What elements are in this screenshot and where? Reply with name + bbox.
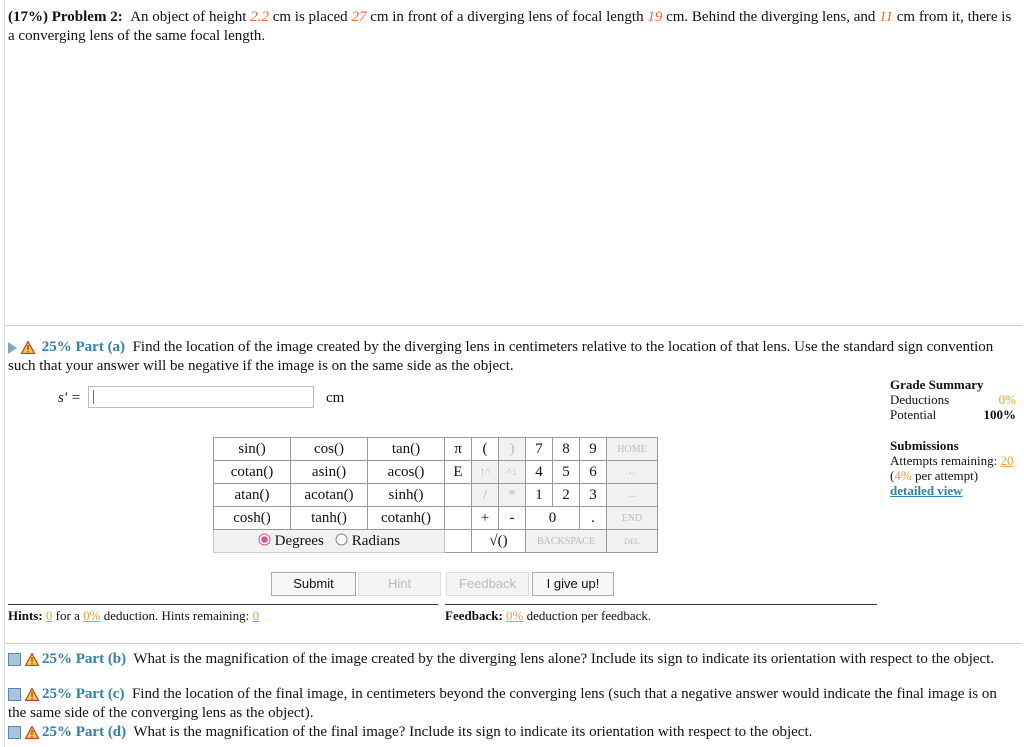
- answer-unit: cm: [326, 390, 345, 406]
- radio-checked-icon: [258, 533, 271, 546]
- key-decimal[interactable]: .: [580, 507, 607, 530]
- key-divide[interactable]: /: [472, 484, 499, 507]
- degrees-label: Degrees: [274, 532, 324, 549]
- problem-text-1: An object of height: [130, 9, 251, 25]
- hints-label: Hints:: [8, 608, 43, 623]
- part-b-text: What is the magnification of the image created by the diverging lens alone? Include its sign to indicate its orientation with respect to the object.: [133, 651, 995, 667]
- hints-divider: [8, 604, 438, 605]
- key-close-paren[interactable]: ): [499, 438, 526, 461]
- hints-pct: 0%: [83, 608, 101, 623]
- key-acos[interactable]: acos(): [368, 461, 445, 484]
- hint-button[interactable]: Hint: [358, 572, 441, 596]
- key-minus[interactable]: -: [499, 507, 526, 530]
- key-8[interactable]: 8: [553, 438, 580, 461]
- key-9[interactable]: 9: [580, 438, 607, 461]
- answer-variable: s' =: [58, 390, 81, 406]
- hints-bar: [8, 608, 259, 624]
- remaining-parts: [8, 650, 1018, 742]
- object-height: 2.2: [250, 9, 269, 25]
- grade-summary: Grade Summary Deductions 0% Potential 100% Submissions Attempts remaining: 20 (4% per attempt) detailed view: [890, 377, 1016, 498]
- problem-statement: [8, 8, 1016, 46]
- key-4[interactable]: 4: [526, 461, 553, 484]
- hints-deduction: deduction. Hints remaining:: [103, 608, 250, 623]
- key-cos[interactable]: cos(): [291, 438, 368, 461]
- warning-icon: [25, 726, 39, 739]
- potential-label: Potential: [890, 407, 937, 422]
- warning-icon: [25, 688, 39, 701]
- key-blank: [445, 530, 472, 553]
- potential-value: 100%: [983, 407, 1016, 422]
- deductions-value: 0%: [998, 392, 1016, 407]
- left-border: [4, 0, 5, 747]
- warning-icon: [21, 341, 35, 354]
- key-cotanh[interactable]: cotanh(): [368, 507, 445, 530]
- warning-icon: [25, 653, 39, 666]
- key-cotan[interactable]: cotan(): [214, 461, 291, 484]
- key-end[interactable]: END: [607, 507, 658, 530]
- key-sqrt[interactable]: √(): [472, 530, 526, 553]
- key-tan[interactable]: tan(): [368, 438, 445, 461]
- divider: [5, 643, 1022, 644]
- key-pi[interactable]: π: [445, 438, 472, 461]
- object-distance: 27: [351, 9, 367, 25]
- key-5[interactable]: 5: [553, 461, 580, 484]
- angle-mode: [214, 530, 445, 553]
- radio-unchecked-icon: [335, 533, 348, 546]
- part-c-text: Find the location of the final image, in centimeters beyond the converging lens (such that a negative answer would indicate the final image is on the same side of the converging lens as the object).: [8, 686, 997, 721]
- feedback-bar: [445, 608, 651, 624]
- key-acotan[interactable]: acotan(): [291, 484, 368, 507]
- part-a-header: [8, 338, 1008, 376]
- key-0[interactable]: 0: [526, 507, 580, 530]
- key-asin[interactable]: asin(): [291, 461, 368, 484]
- detailed-view-link[interactable]: detailed view: [890, 483, 963, 498]
- hints-count: 0: [45, 608, 53, 623]
- part-b-label: 25% Part (b): [42, 651, 127, 667]
- key-1[interactable]: 1: [526, 484, 553, 507]
- grade-summary-title: Grade Summary: [890, 377, 984, 392]
- key-right-arrow[interactable]: →: [607, 484, 658, 507]
- expand-play-icon[interactable]: [8, 342, 17, 354]
- collapsed-box-icon: [8, 726, 21, 739]
- key-plus[interactable]: +: [472, 507, 499, 530]
- collapsed-box-icon: [8, 653, 21, 666]
- problem-text-4: cm. Behind the diverging lens, and: [662, 9, 880, 25]
- degrees-radio[interactable]: [258, 533, 324, 549]
- key-multiply[interactable]: *: [499, 484, 526, 507]
- key-7[interactable]: 7: [526, 438, 553, 461]
- feedback-button[interactable]: Feedback: [446, 572, 529, 596]
- key-home[interactable]: HOME: [607, 438, 658, 461]
- hints-remaining: 0: [252, 608, 259, 623]
- divider: [5, 325, 1022, 326]
- problem-text-2: cm is placed: [268, 9, 352, 25]
- key-3[interactable]: 3: [580, 484, 607, 507]
- problem-text-3: cm in front of a diverging lens of focal length: [366, 9, 648, 25]
- key-cosh[interactable]: cosh(): [214, 507, 291, 530]
- key-2[interactable]: 2: [553, 484, 580, 507]
- key-open-paren[interactable]: (: [472, 438, 499, 461]
- attempts-value: 20: [1000, 453, 1014, 468]
- calculator-keypad: [213, 437, 658, 553]
- key-blank: [445, 507, 472, 530]
- key-sinh[interactable]: sinh(): [368, 484, 445, 507]
- deductions-label: Deductions: [890, 392, 950, 407]
- feedback-text: deduction per feedback.: [526, 608, 652, 623]
- problem-text-5: cm from it, there is a converging lens of the same focal length.: [8, 9, 1012, 44]
- part-d-label: 25% Part (d): [42, 724, 127, 740]
- submissions-title: Submissions: [890, 438, 959, 453]
- part-d-text: What is the magnification of the final image? Include its sign to indicate its orientation with respect to the object.: [133, 724, 813, 740]
- hints-for-a: for a: [55, 608, 80, 623]
- collapsed-box-icon: [8, 688, 21, 701]
- key-del[interactable]: DEL: [607, 530, 658, 553]
- focal-length: 19: [647, 9, 663, 25]
- key-sin[interactable]: sin(): [214, 438, 291, 461]
- answer-input[interactable]: [88, 386, 314, 408]
- problem-label: Problem 2:: [51, 9, 123, 25]
- give-up-button[interactable]: I give up!: [532, 572, 614, 596]
- part-d-header[interactable]: [8, 723, 1018, 742]
- key-atan[interactable]: atan(): [214, 484, 291, 507]
- key-left-arrow[interactable]: ←: [607, 461, 658, 484]
- part-b-header[interactable]: [8, 650, 1018, 669]
- key-exponent-up[interactable]: ↑^: [472, 461, 499, 484]
- feedback-label: Feedback:: [445, 608, 503, 623]
- feedback-pct: 0%: [506, 608, 524, 623]
- key-e[interactable]: E: [445, 461, 472, 484]
- part-c-header[interactable]: [8, 685, 1018, 723]
- per-attempt-pct: 4%: [894, 468, 912, 483]
- part-a-text: Find the location of the image created by the diverging lens in centimeters relative to the location of that lens. Use the standard sign convention such that your answer will be negative if the image is on the same side as the object.: [8, 339, 994, 374]
- feedback-divider: [445, 604, 877, 605]
- part-a-label: 25% Part (a): [41, 339, 126, 355]
- key-backspace[interactable]: BACKSPACE: [526, 530, 607, 553]
- problem-weight: (17%): [8, 9, 48, 25]
- per-attempt-text: per attempt): [914, 468, 979, 483]
- radians-radio[interactable]: [335, 533, 400, 549]
- key-6[interactable]: 6: [580, 461, 607, 484]
- lens-separation: 11: [879, 9, 894, 25]
- part-c-label: 25% Part (c): [42, 686, 125, 702]
- key-blank: [445, 484, 472, 507]
- submit-button[interactable]: Submit: [271, 572, 356, 596]
- text-caret: [93, 390, 94, 404]
- key-tanh[interactable]: tanh(): [291, 507, 368, 530]
- radians-label: Radians: [351, 532, 401, 549]
- attempts-label: Attempts remaining:: [890, 453, 998, 468]
- key-exponent-down[interactable]: ^↓: [499, 461, 526, 484]
